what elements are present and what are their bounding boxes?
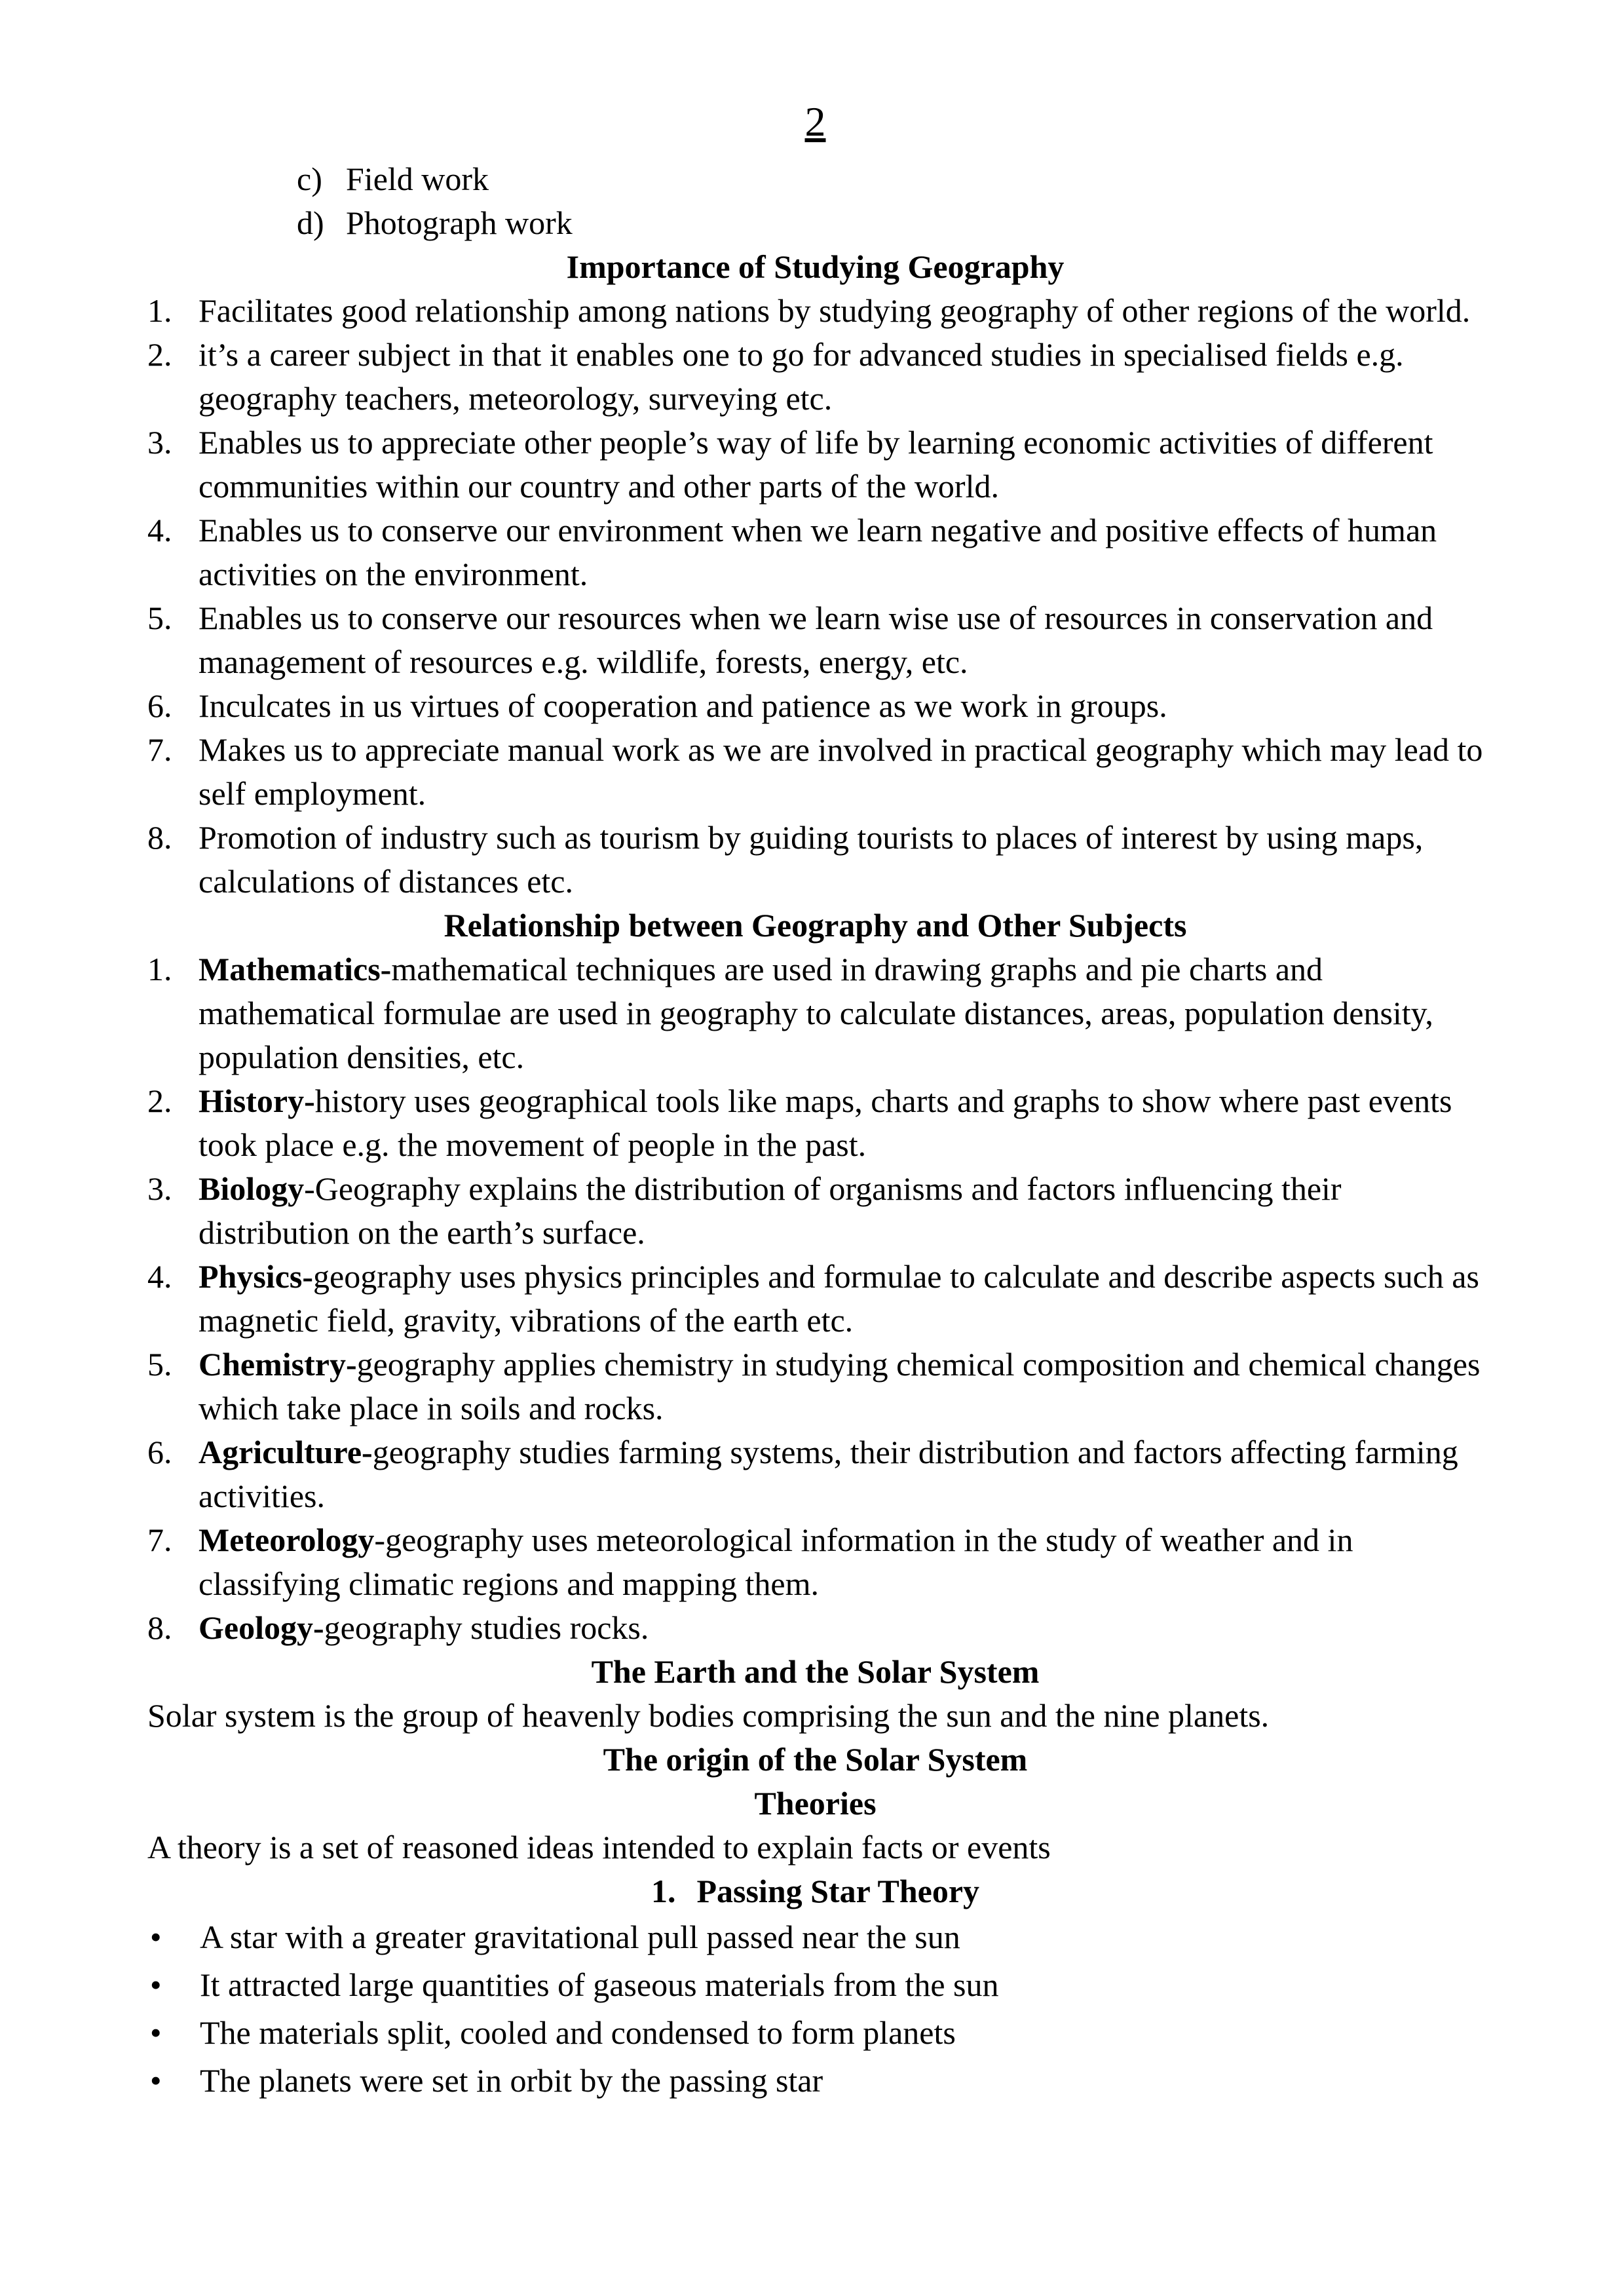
list-marker: 6. [147,687,172,724]
list-marker: 1. [147,951,172,987]
list-marker: c) [297,161,322,197]
list-item-text: Photograph work [346,204,573,241]
subject-name: Meteorology [198,1521,375,1558]
subject-name: Geology- [198,1609,324,1646]
list-item-text: Enables us to conserve our environment when we learn negative and positive effects of human activities on the environment. [198,512,1437,592]
list-item [147,421,1483,508]
list-item [147,289,1483,333]
list-item [147,947,1483,1079]
list-item [147,1167,1483,1255]
list-marker: 2. [147,1082,172,1119]
list-marker: 7. [147,731,172,768]
page-number [147,92,1483,152]
subject-name: Physics- [198,1258,313,1295]
list-item-text: Promotion of industry such as tourism by guiding tourists to places of interest by using maps, calculations of distances etc. [198,819,1424,900]
paragraph-solar-system: Solar system is the group of heavenly bodies comprising the sun and the nine planets. [147,1697,1270,1734]
section-heading-theories: Theories [754,1785,877,1822]
list-item [147,1079,1483,1167]
list-item-text: Makes us to appreciate manual work as we are involved in practical geography which may lead to self employment. [198,731,1483,812]
list-marker: 3. [147,424,172,461]
list-item-text: -Geography explains the distribution of organisms and factors influencing their distribution on the earth’s surface. [198,1170,1342,1251]
section-heading-relationship: Relationship between Geography and Other Subjects [444,907,1187,944]
list-item [147,816,1483,904]
list-item [147,1255,1483,1343]
list-item [147,201,1483,245]
list-item [147,1961,1483,2009]
list-item [147,508,1483,596]
subject-name: Agriculture- [198,1434,373,1470]
bullet-icon: • [150,2014,162,2051]
list-marker: 4. [147,512,172,548]
section-importance [147,245,1483,904]
bullet-icon: • [150,1966,162,2003]
list-marker: 7. [147,1521,172,1558]
list-item-text: Enables us to conserve our resources when we learn wise use of resources in conservation and management of resources e.g. wildlife, forests, energy, etc. [198,600,1433,680]
list-item-text: geography uses physics principles and formulae to calculate and describe aspects such as magnetic field, gravity, vibrations of the earth etc. [198,1258,1479,1339]
subject-name: Biology [198,1170,305,1207]
list-item-text: geography studies rocks. [324,1609,649,1646]
list-item-text: -geography uses meteorological information in the study of weather and in classifying climatic regions and mapping them. [198,1521,1353,1602]
heading-number: 1. [651,1873,676,1909]
subject-name: Mathematics- [198,951,392,987]
list-item-text: Enables us to appreciate other people’s way of life by learning economic activities of different communities within our country and other parts of the world. [198,424,1433,505]
passing-star-theory-heading [147,1869,1483,1913]
list-item [147,157,1483,201]
list-marker: 3. [147,1170,172,1207]
bullet-icon: • [150,2062,162,2099]
heading-text: Passing Star Theory [696,1873,980,1909]
list-item [147,728,1483,816]
list-marker: 6. [147,1434,172,1470]
list-item [147,1343,1483,1430]
list-marker: 8. [147,819,172,856]
list-item-text: Facilitates good relationship among nations by studying geography of other regions of the world. [198,292,1471,329]
section-earth-solar-system [147,1650,1483,2105]
subject-name: Chemistry- [198,1346,357,1383]
list-item-text: geography studies farming systems, their distribution and factors affecting farming activities. [198,1434,1458,1514]
list-item-text: mathematical techniques are used in drawing graphs and pie charts and mathematical formulae are used in geography to calculate distances, areas, population density, population densities, etc. [198,951,1433,1075]
list-marker: 5. [147,600,172,636]
list-item [147,2057,1483,2105]
list-item [147,1430,1483,1518]
list-marker: 2. [147,336,172,373]
list-item-text: it’s a career subject in that it enables one to go for advanced studies in specialised fields e.g. geography teachers, meteorology, surveying etc. [198,336,1404,417]
list-item [147,1518,1483,1606]
list-item-text: The materials split, cooled and condensed to form planets [200,2014,956,2051]
bullet-icon: • [150,1919,162,1955]
list-item-text: It attracted large quantities of gaseous materials from the sun [200,1966,999,2003]
list-marker: d) [297,204,324,241]
list-marker: 8. [147,1609,172,1646]
list-item-text: history uses geographical tools like maps, charts and graphs to show where past events took place e.g. the movement of people in the past. [198,1082,1452,1163]
list-item [147,684,1483,728]
list-item-text: Field work [346,161,489,197]
list-marker: 1. [147,292,172,329]
list-item-text: Inculcates in us virtues of cooperation and patience as we work in groups. [198,687,1167,724]
list-item-text: A star with a greater gravitational pull passed near the sun [200,1919,960,1955]
page-number-text: 2 [804,98,826,145]
list-item [147,596,1483,684]
list-item [147,1606,1483,1650]
list-item [147,1913,1483,1961]
section-relationship [147,904,1483,1650]
subject-name: History- [198,1082,315,1119]
list-marker: 4. [147,1258,172,1295]
list-item-text: geography applies chemistry in studying chemical composition and chemical changes which take place in soils and rocks. [198,1346,1481,1426]
list-marker: 5. [147,1346,172,1383]
section-heading-earth: The Earth and the Solar System [591,1653,1040,1690]
paragraph-theory-definition: A theory is a set of reasoned ideas intended to explain facts or events [147,1829,1051,1866]
section-heading-importance: Importance of Studying Geography [566,248,1065,285]
list-item [147,2009,1483,2057]
list-item [147,333,1483,421]
list-item-text: The planets were set in orbit by the passing star [200,2062,823,2099]
section-heading-origin: The origin of the Solar System [603,1741,1028,1778]
